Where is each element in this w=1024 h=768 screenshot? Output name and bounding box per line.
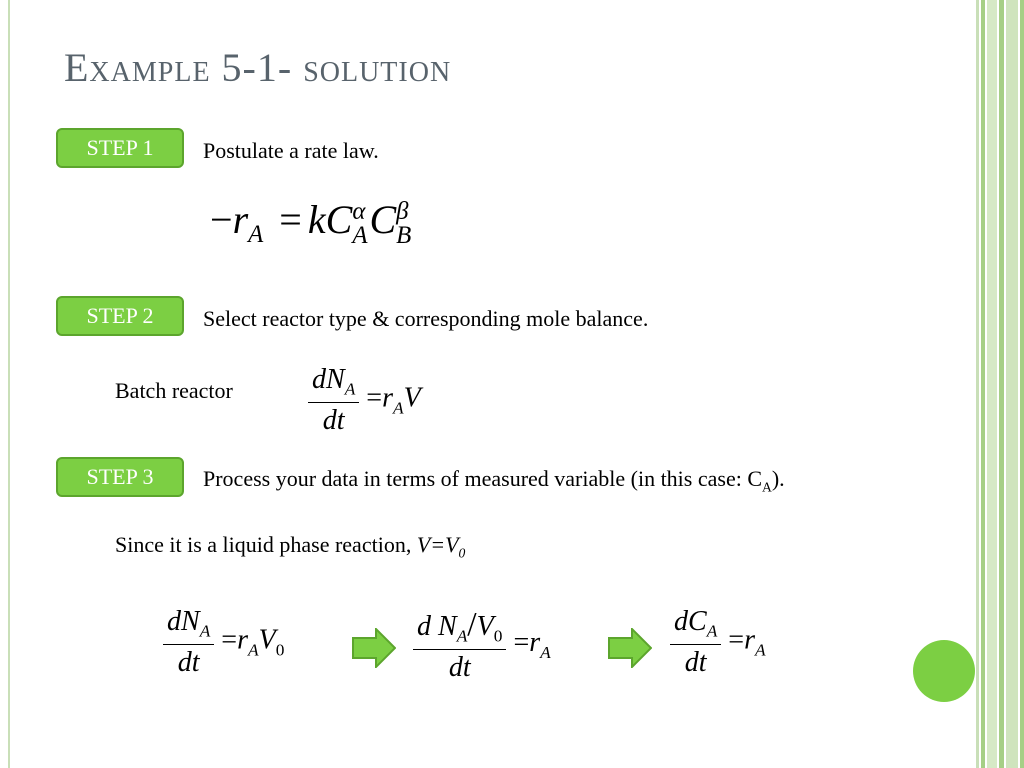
liquid-phase-text: Since it is a liquid phase reaction, $V=V_0$ xyxy=(115,532,466,561)
right-arrow-icon-1 xyxy=(352,628,396,668)
left-border-line xyxy=(8,0,10,768)
step-3-button[interactable] xyxy=(56,457,184,497)
step-2-text: Select reactor type & corresponding mole balance. xyxy=(203,306,649,331)
next-slide-circle-button[interactable] xyxy=(913,640,975,702)
equation-concentration-form: $\frac{d N_A/V_0}{dt}$ $=r_A$ xyxy=(413,606,551,684)
equation-moles-balance: $\frac{dN_A}{dt}$ $=r_AV_0$ xyxy=(163,606,284,679)
step-2-label: STEP 2 xyxy=(86,303,154,328)
batch-mole-balance-equation: $\frac{dN_A}{dt}$ $=r_AV$ xyxy=(308,364,421,437)
equation-rate-of-concentration: $\frac{dC_A}{dt}$ $=r_A$ xyxy=(670,606,766,679)
slide-title: Example 5-1- solution xyxy=(64,45,452,90)
step-1-label: STEP 1 xyxy=(86,135,154,160)
step-1-button[interactable] xyxy=(56,128,184,168)
step-1-text: Postulate a rate law. xyxy=(203,138,379,163)
rate-law-equation: $-r_A$ = kC α A C β B xyxy=(210,197,412,249)
step-3-text: Process your data in terms of measured variable (in this case: $C_A$). xyxy=(203,466,785,495)
right-arrow-icon-2 xyxy=(608,628,652,668)
step-3-label: STEP 3 xyxy=(86,464,154,489)
step-2-button[interactable] xyxy=(56,296,184,336)
batch-reactor-label: Batch reactor xyxy=(115,378,233,403)
right-decorative-stripes xyxy=(976,0,1024,768)
